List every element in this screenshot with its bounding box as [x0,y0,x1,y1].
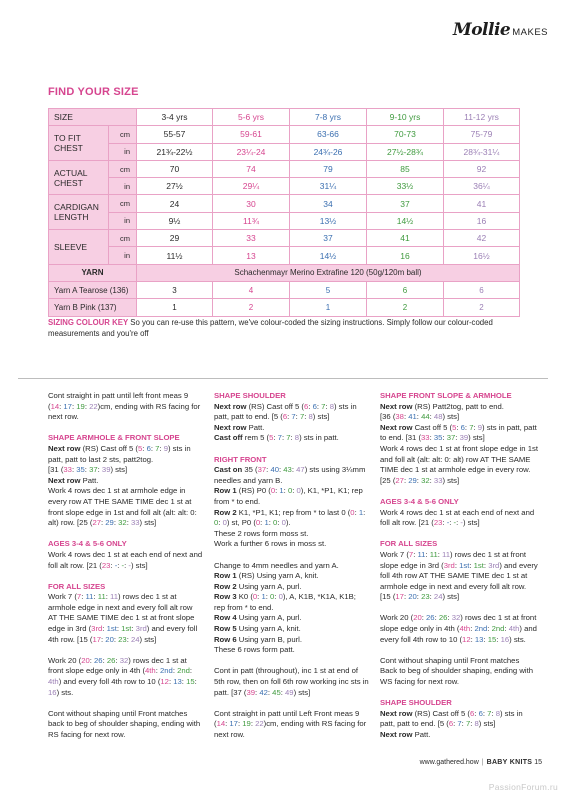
table-cell: 55-57 [137,126,213,143]
unit-label: in [109,247,137,264]
pattern-para: Next row (RS) Cast off 5 (5: 6: 7: 9) sts in patt, patt to last 2 sts, patt2tog. [31 (33: 35: 37: 39) sts] Next row Patt. Work 4 rows dec 1 st at armhole edge in every row AT THE SAME TIME dec 1 st at front slope edge in 1st and foll alt (alt: alt: 0: alt) row. [25 (27: 29: 32: 33) sts] [48,443,197,528]
table-cell: 92 [444,160,520,177]
brand-makes: MAKES [512,27,548,38]
table-cell: 34 [290,195,367,212]
row-label: SLEEVE [49,230,109,265]
divider [18,378,548,379]
table-row [49,230,520,247]
table-cell: 14½ [367,212,444,229]
size-table [48,108,520,317]
pattern-para: Work 4 rows dec 1 st at each end of next and foll alt row. [21 (23: -: -: -) sts] [380,507,535,528]
pattern-para: Next row (RS) Cast off 5 (6: 6: 7: 8) sts in patt, patt to end. [5 (6: 7: 7: 8) sts] Next row Patt. Cast off rem 5 (5: 7: 7: 8) sts in patt. [214,401,357,443]
table-cell: 13 [213,247,290,264]
unit-label: cm [109,195,137,212]
pattern-para: Cont in patt (throughout), inc 1 st at end of 5th row, then on foll 6th row working inc sts in patt. [37 (39: 42: 45: 49) sts] [214,666,369,697]
table-cell: 16 [367,247,444,264]
yarn-desc: Schachenmayr Merino Extrafine 120 (50g/120m ball) [137,264,520,281]
key-title: SIZING COLOUR KEY [48,318,129,327]
table-cell: 24 [137,195,213,212]
table-cell: 6 [444,281,520,298]
table-cell: 41 [367,230,444,247]
table-cell: 29 [137,230,213,247]
table-cell: 11½ [137,247,213,264]
pattern-heading: SHAPE SHOULDER [214,391,286,400]
footer-separator: | [481,759,484,766]
pattern-heading: SHAPE ARMHOLE & FRONT SLOPE [48,433,180,443]
pattern-para: Cont straight in patt until Left Front meas 9 (14: 17: 19: 22)cm, ending with RS facing for next row. [214,708,367,739]
brand-script: Mollie [452,20,511,40]
table-cell: 2 [367,299,444,316]
table-row [49,281,520,298]
table-cell: 2 [213,299,290,316]
row-label: ACTUAL CHEST [49,160,109,195]
table-cell: 42 [444,230,520,247]
table-cell: 5 [290,281,367,298]
table-row [49,299,520,316]
table-cell: 28¾-31¼ [444,143,520,160]
pattern-heading: FOR ALL SIZES [380,539,438,549]
table-cell: 6 [367,281,444,298]
pattern-heading: FOR ALL SIZES [48,581,106,591]
table-cell: 75-79 [444,126,520,143]
table-cell: 70-73 [367,126,444,143]
yarn-name: Yarn B Pink (137) [49,299,137,316]
table-cell: 33 [213,230,290,247]
table-row [49,212,520,229]
header-size-1: 3-4 yrs [137,109,213,126]
sizing-colour-key [48,318,518,339]
table-cell: 79 [290,160,367,177]
pattern-heading: RIGHT FRONT [214,454,267,464]
unit-label: in [109,178,137,195]
header-size-4: 9-10 yrs [367,109,444,126]
table-cell: 1 [137,299,213,316]
table-cell: 29¼ [213,178,290,195]
unit-label: in [109,212,137,229]
pattern-column-3 [380,391,538,741]
section-title: FIND YOUR SIZE [48,86,139,98]
table-cell: 36¼ [444,178,520,195]
table-row [49,143,520,160]
table-row [49,178,520,195]
unit-label: cm [109,126,137,143]
table-row [49,195,520,212]
pattern-para: Cast on 35 (37: 40: 43: 47) sts using 3¼mm needles and yarn B. Row 1 (RS) P0 (0: 1: 0: 0), K1, *P1, K1; rep from * to end. Row 2 K1, *P1, K1; rep from * to last 0 (0: 1: 0: 0) st, P0 (0: 1: 0: 0). These 2 rows form moss st. Work a further 6 rows in moss st. [214,465,366,549]
footer-site: www.gathered.how [419,759,479,766]
pattern-heading: SHAPE SHOULDER [380,698,452,708]
table-cell: 23¼-24 [213,143,290,160]
table-cell: 11¾ [213,212,290,229]
pattern-heading: AGES 3-4 & 5-6 ONLY [380,496,459,506]
pattern-heading: SHAPE FRONT SLOPE & ARMHOLE [380,391,512,400]
pattern-para: Change to 4mm needles and yarn A. Row 1 (RS) Using yarn A, knit. Row 2 Using yarn A, purl. Row 3 K0 (0: 1: 0: 0), A, K1B, *K1A, K1B; rep from * to end. Row 4 Using yarn A, purl. Row 5 Using yarn A, knit. Row 6 Using yarn B, purl. These 6 rows form patt. [214,560,356,655]
page-footer [420,759,542,766]
table-cell: 59-61 [213,126,290,143]
brand-logo [453,20,548,40]
table-cell: 63-66 [290,126,367,143]
pattern-heading: AGES 3-4 & 5-6 ONLY [48,539,127,549]
table-row [49,160,520,177]
pattern-para: Cont without shaping until Front matches back to beg of shoulder shaping, ending with RS facing for next row. [48,708,201,739]
table-cell: 14½ [290,247,367,264]
table-cell: 37 [367,195,444,212]
table-cell: 74 [213,160,290,177]
header-size-5: 11-12 yrs [444,109,520,126]
pattern-para: Work 20 (20: 26: 26: 32) rows dec 1 st at front slope edge only in 4th (4th: 2nd: 2nd: 4th) and every foll 4th row to 10 (12: 13: 15: 16) sts. [380,613,537,644]
table-cell: 30 [213,195,290,212]
yarn-label: YARN [49,264,137,281]
pattern-para: Next row (RS) Cast off 5 (6: 6: 7: 8) sts in patt, patt to end. [5 (6: 7: 7: 8) sts] Next row Patt. [380,708,523,739]
pattern-para: Cont without shaping until Front matches Back to beg of shoulder shaping, ending with WS facing for next row. [380,655,533,687]
pattern-para: Work 4 rows dec 1 st at each end of next and foll alt row. [21 (23: -: -: -) sts] [48,549,203,570]
header-size: SIZE [49,109,137,126]
table-cell: 24¾-26 [290,143,367,160]
footer-title: BABY KNITS [486,759,533,766]
unit-label: cm [109,230,137,247]
pattern-para: Next row (RS) Patt2tog, patt to end. [36 (38: 41: 44: 48) sts] Next row Cast off 5 (5: 6: 7: 9) sts in patt, patt to end. [31 (33: 35: 37: 39) sts] Work 4 rows dec 1 st at front slope edge in 1st and foll alt (alt: alt: 0: alt) row AT THE SAME TIME dec 1 st at armhole edge in every row. [25 (27: 29: 32: 33) sts] [380,401,538,485]
pattern-para: Work 7 (7: 11: 11: 11) rows dec 1 st at front slope edge in 3rd (3rd: 1st: 1st: 3rd) and every foll 4th row AT THE SAME TIME dec 1 st at armhole edge in next and every foll alt row. [15 (17: 20: 23: 24) sts] [380,549,538,602]
table-cell: 13½ [290,212,367,229]
header-size-3: 7-8 yrs [290,109,367,126]
unit-label: in [109,143,137,160]
table-row [49,126,520,143]
table-cell: 3 [137,281,213,298]
pattern-column-1 [48,391,203,741]
pattern-para: Work 20 (20: 26: 26: 32) rows dec 1 st at front slope edge only in 4th (4th: 2nd: 2nd: 4th) and every foll 4th row to 10 (12: 13: 15: 16) sts. [48,655,197,697]
unit-label: cm [109,160,137,177]
table-cell: 85 [367,160,444,177]
table-cell: 16½ [444,247,520,264]
yarn-header-row [49,264,520,281]
yarn-name: Yarn A Tearose (136) [49,281,137,298]
watermark: PassionForum.ru [488,782,558,792]
table-cell: 37 [290,230,367,247]
table-cell: 16 [444,212,520,229]
pattern-para: Cont straight in patt until left front meas 9 (14: 17: 19: 22)cm, ending with RS facing for next row. [48,391,201,422]
table-cell: 27½ [137,178,213,195]
table-cell: 4 [213,281,290,298]
table-cell: 2 [444,299,520,316]
table-cell: 33½ [367,178,444,195]
table-cell: 21¾-22½ [137,143,213,160]
pattern-column-2 [214,391,369,741]
table-cell: 1 [290,299,367,316]
row-label: CARDIGAN LENGTH [49,195,109,230]
table-cell: 9½ [137,212,213,229]
footer-page: 15 [534,759,542,766]
table-cell: 41 [444,195,520,212]
table-header-row [49,109,520,126]
table-cell: 70 [137,160,213,177]
table-cell: 31¼ [290,178,367,195]
table-row [49,247,520,264]
pattern-para: Work 7 (7: 11: 11: 11) rows dec 1 st at armhole edge in next and every foll alt row AT THE SAME TIME dec 1 st at front slope edge in 3rd (3rd: 1st: 1st: 3rd) and every foll 4th row. [15 (17: 20: 23: 24) sts] [48,592,198,644]
header-size-2: 5-6 yrs [213,109,290,126]
row-label: TO FIT CHEST [49,126,109,161]
table-cell: 27½-28¾ [367,143,444,160]
key-text: So you can re-use this pattern, we've colour-coded the sizing instructions. Simply follow our colour-coded measurements and you're off [48,318,493,338]
